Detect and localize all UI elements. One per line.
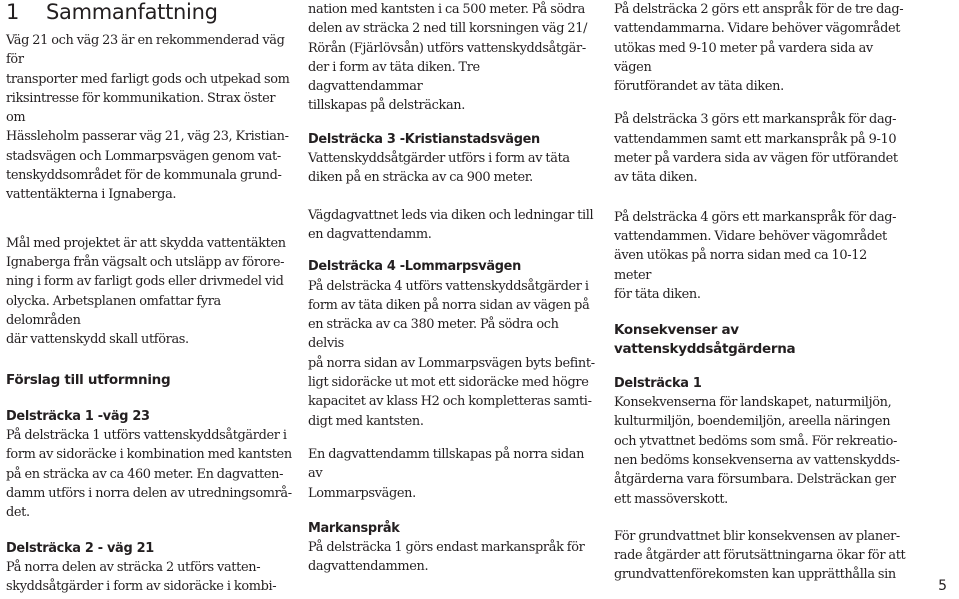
markansprak-heading: Markanspråk (308, 520, 400, 536)
proposal-heading: Förslag till utformning (6, 372, 171, 389)
text-line: En dagvattendamm tillskapas på norra sidan av (308, 446, 585, 482)
text-line: där vattenskydd skall utföras. (6, 332, 189, 348)
column-2 (308, 0, 596, 577)
text-line: vattendammen samt ett markanspråk på 9-10 (614, 131, 897, 147)
delstracka-4-paragraph (308, 277, 596, 431)
text-line: nation med kantsten i ca 500 meter. På södra (308, 2, 585, 17)
text-line: kulturmiljön, boendemiljön, areella näringen (614, 414, 891, 430)
text-line: vattentäkterna i Ignaberga. (6, 187, 177, 203)
text-line: av täta diken. (614, 170, 698, 186)
text-line: Konsekvenserna för landskapet, naturmiljön, (614, 395, 892, 411)
text-line: rade åtgärder att förutsättningarna ökar för att (614, 548, 906, 564)
text-line: Rörån (Fjärlövsån) utförs vattenskyddsåtgär- (308, 40, 586, 56)
dam-paragraph (308, 445, 596, 503)
text-line: ligt sidoräcke ut mot ett sidoräcke med högre (308, 375, 589, 391)
text-line: På delsträcka 4 görs ett markanspråk för dag- (614, 209, 897, 225)
text-line: form av sidoräcke i kombination med kantsten (6, 447, 292, 463)
text-line: åtgärderna vara försumbara. Delsträckan ger (614, 472, 896, 488)
text-line: delen av sträcka 2 ned till korsningen väg 21/ (308, 21, 588, 37)
section-title (6, 0, 294, 24)
text-line: tenskyddsområdet för de kommunala grund- (6, 168, 282, 184)
text-line: förutförandet av täta diken. (614, 79, 784, 95)
text-line: Vattenskyddsåtgärder utförs i form av täta (308, 151, 570, 167)
goal-paragraph (6, 234, 294, 350)
text-line: och ytvattnet bedöms som små. För rekreatio- (614, 433, 897, 449)
text-line: nen bedöms konsekvenserna av vattenskydds- (614, 452, 900, 468)
text-line: På delsträcka 2 görs ett anspråk för de tre dag- (614, 2, 904, 17)
consequences-delstracka-1-heading: Delsträcka 1 (614, 375, 702, 391)
text-line: form av täta diken på norra sidan av vägen på (308, 297, 590, 313)
text-line: dagvattendammen. (308, 559, 429, 575)
text-line: meter på vardera sida av vägen för utförandet (614, 151, 898, 167)
intro-paragraph (6, 31, 294, 205)
section-number: 1 (6, 0, 20, 24)
text-line: transporter med farligt gods och utpekad som (6, 71, 290, 87)
page-number: 5 (938, 578, 947, 594)
text-line: olycka. Arbetsplanen omfattar fyra delområden (6, 293, 221, 328)
text-line: diken på en sträcka av ca 900 meter. (308, 170, 533, 186)
delstracka-2-heading: Delsträcka 2 - väg 21 (6, 540, 154, 556)
text-line: vattendammarna. Vidare behöver vägområdet (614, 21, 901, 37)
text-line: För grundvattnet blir konsekvensen av planer- (614, 528, 900, 544)
text-line: på en sträcka av ca 460 meter. En dagvatten- (6, 466, 284, 482)
text-line: utökas med 9-10 meter på vardera sida av vägen (614, 40, 873, 75)
text-line: skyddsåtgärder i form av sidoräcke i kombi- (6, 579, 277, 595)
text-line: På delsträcka 3 görs ett markanspråk för dag- (614, 112, 897, 128)
text-line: På delsträcka 1 utförs vattenskyddsåtgärder i (6, 428, 287, 444)
text-line: riksintresse för kommunikation. Strax öster om (6, 90, 276, 126)
text-line: en sträcka av ca 380 meter. På södra och delvis (308, 317, 559, 352)
text-line: På norra delen av sträcka 2 utförs vatten- (6, 559, 261, 575)
text-line: även utökas på norra sidan med ca 10-12 meter (614, 248, 867, 283)
delstracka-3-heading: Delsträcka 3 -Kristianstadsvägen (308, 131, 540, 147)
delstracka-1-heading: Delsträcka 1 -väg 23 (6, 408, 150, 424)
text-line: Ignaberga från vägsalt och utsläpp av förore- (6, 254, 285, 270)
text-line: Vägdagvattnet leds via diken och ledningar till (308, 207, 594, 223)
column-3 (614, 0, 906, 585)
text-line: för täta diken. (614, 286, 701, 302)
text-line: vattendammen. Vidare behöver vägområdet (614, 228, 887, 244)
column-1 (6, 0, 294, 596)
groundwater-paragraph (614, 527, 906, 585)
delstracka-3-paragraph (308, 149, 596, 188)
text-line: stadsvägen och Lommarpsvägen genom vat- (6, 148, 281, 164)
text-line: ett massöverskott. (614, 491, 728, 507)
delstracka-4-claim-paragraph (614, 208, 906, 304)
markansprak-paragraph (308, 538, 596, 577)
delstracka-2-claim-paragraph (614, 0, 906, 96)
continuation-paragraph (308, 0, 596, 116)
delstracka-3-claim-paragraph (614, 110, 906, 187)
delstracka-4-heading: Delsträcka 4 -Lommarpsvägen (308, 259, 521, 275)
consequences-delstracka-1-paragraph (614, 393, 906, 509)
text-line: grundvattenförekomsten kan upprätthålla sin (614, 567, 896, 583)
text-line: ning i form av farligt gods eller drivmedel vid (6, 274, 284, 290)
text-line: Lommarpsvägen. (308, 485, 416, 501)
text-line: på norra sidan av Lommarpsvägen byts befint- (308, 355, 595, 371)
text-line: Hässleholm passerar väg 21, väg 23, Kristian- (6, 129, 289, 145)
text-line: det. (6, 505, 30, 521)
text-line: digt med kantsten. (308, 413, 424, 429)
text-line: kapacitet av klass H2 och kompletteras samti- (308, 394, 592, 410)
text-line: Väg 21 och väg 23 är en rekommenderad väg för (6, 33, 285, 68)
text-line: tillskapas på delsträckan. (308, 98, 466, 114)
text-line: På delsträcka 1 görs endast markanspråk för (308, 540, 585, 556)
drainage-paragraph (308, 206, 596, 245)
delstracka-1-paragraph (6, 426, 294, 522)
delstracka-2-paragraph (6, 558, 294, 597)
text-line: Mål med projektet är att skydda vattentäkten (6, 235, 286, 251)
section-title-text: Sammanfattning (46, 0, 218, 24)
text-line: damm utförs i norra delen av utredningsområ- (6, 485, 292, 501)
text-line: På delsträcka 4 utförs vattenskyddsåtgärder i (308, 278, 589, 294)
text-line: der i form av täta diken. Tre dagvattendammar (308, 59, 480, 95)
text-line: en dagvattendamm. (308, 226, 432, 242)
consequences-heading: Konsekvenser av vattenskyddsåtgärderna (614, 322, 796, 358)
